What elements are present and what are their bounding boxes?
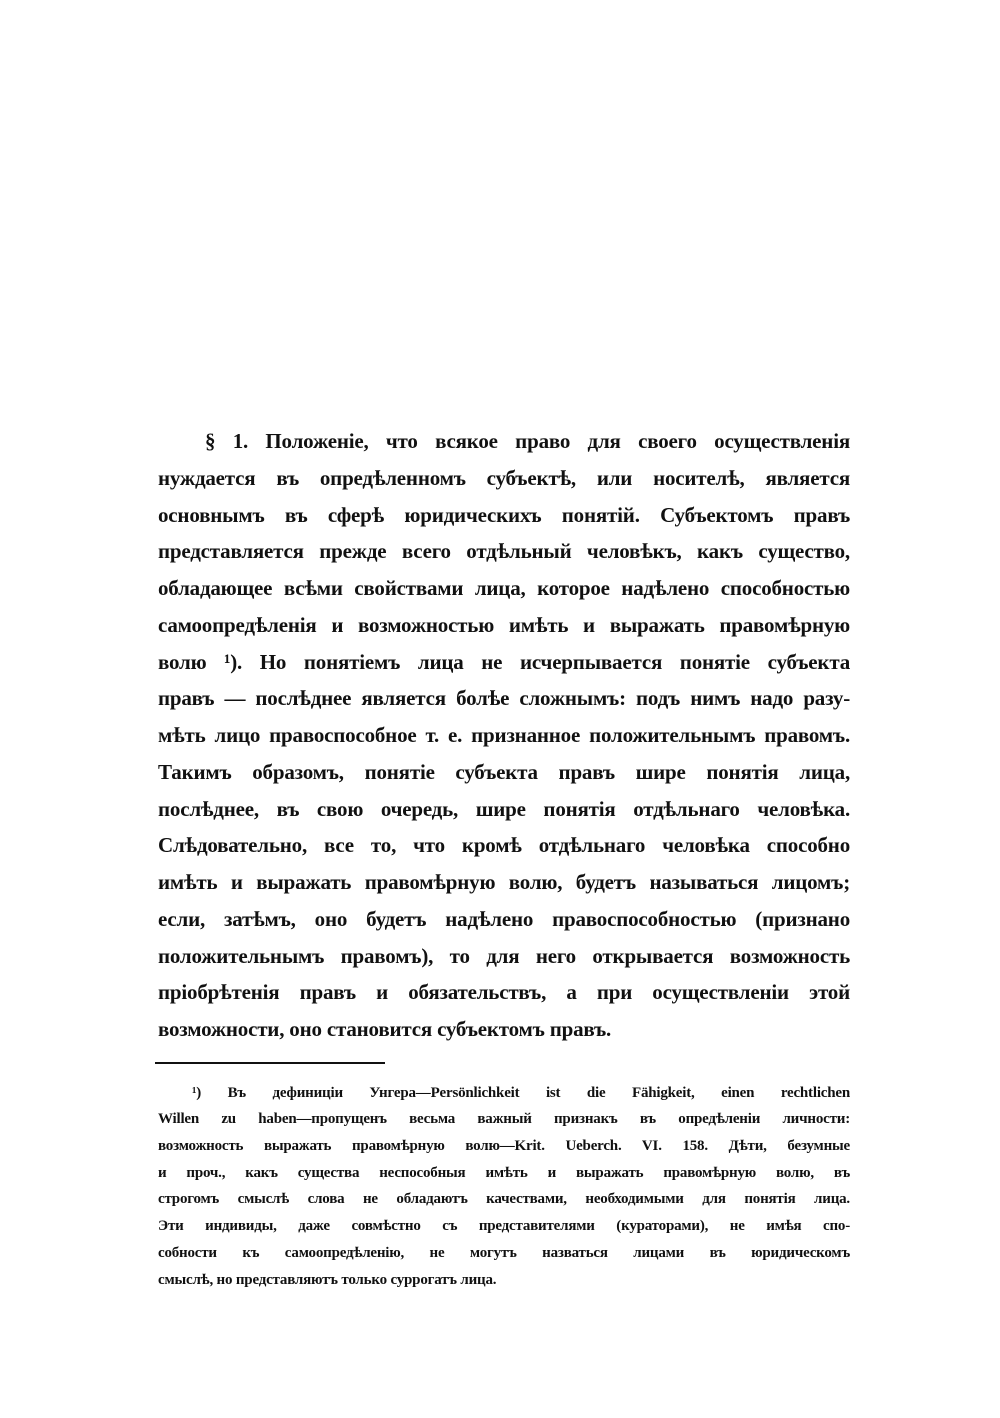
- footnote-line: и проч., какъ существа неспособныя имѣть и выражать правомѣрную волю, въ: [158, 1165, 850, 1181]
- text-line: пріобрѣтенія правъ и обязательствъ, а при осуществленіи этой: [158, 980, 850, 1004]
- text-line: нуждается въ опредѣленномъ субъектѣ, или носителѣ, является: [158, 466, 850, 490]
- text-line: имѣть и выражать правомѣрную волю, будетъ называться лицомъ;: [158, 870, 850, 894]
- footnote-line: Эти индивиды, даже совмѣстно съ представителями (кураторами), не имѣя спо-: [158, 1218, 850, 1234]
- footnote-line: смыслѣ, но представляютъ только суррогатъ лица.: [158, 1272, 497, 1288]
- footnote-line: ¹) Въ дефиниціи Унгера—Persönlichkeit ist die Fähigkeit, einen rechtlichen: [192, 1085, 850, 1101]
- text-line: послѣднее, въ свою очередь, шире понятія отдѣльнаго человѣка.: [158, 797, 850, 821]
- text-line: правъ — послѣднее является болѣе сложнымъ: подъ нимъ надо разу-: [158, 686, 850, 710]
- text-line: самоопредѣленія и возможностью имѣть и выражать правомѣрную: [158, 613, 850, 637]
- text-line: Такимъ образомъ, понятіе субъекта правъ шире понятія лица,: [158, 760, 850, 784]
- text-line: возможности, оно становится субъектомъ правъ.: [158, 1017, 612, 1041]
- text-line: § 1. Положеніе, что всякое право для своего осуществленія: [205, 429, 850, 453]
- footnote-divider: [155, 1062, 385, 1064]
- text-line: мѣть лицо правоспособное т. е. признанное положительнымъ правомъ.: [158, 723, 850, 747]
- text-line: представляется прежде всего отдѣльный человѣкъ, какъ существо,: [158, 539, 850, 563]
- footnote-line: собности къ самоопредѣленію, не могутъ назваться лицами въ юридическомъ: [158, 1245, 850, 1261]
- footnote-line: Willen zu haben—пропущенъ весьма важный признакъ въ опредѣленіи личности:: [158, 1111, 850, 1127]
- footnote-line: возможность выражать правомѣрную волю—Krit. Ueberch. VI. 158. Дѣти, безумные: [158, 1138, 850, 1154]
- text-line: если, затѣмъ, оно будетъ надѣлено правоспособностью (признано: [158, 907, 850, 931]
- text-line: обладающее всѣми свойствами лица, которое надѣлено способностью: [158, 576, 850, 600]
- text-line: основнымъ въ сферѣ юридическихъ понятій. Субъектомъ правъ: [158, 503, 850, 527]
- footnote-line: строгомъ смыслѣ слова не обладаютъ качествами, необходимыми для понятія лица.: [158, 1191, 850, 1207]
- text-line: волю ¹). Но понятіемъ лица не исчерпывается понятіе субъекта: [158, 650, 850, 674]
- text-line: положительнымъ правомъ), то для него открывается возможность: [158, 944, 850, 968]
- text-line: Слѣдовательно, все то, что кромѣ отдѣльнаго человѣка способно: [158, 833, 850, 857]
